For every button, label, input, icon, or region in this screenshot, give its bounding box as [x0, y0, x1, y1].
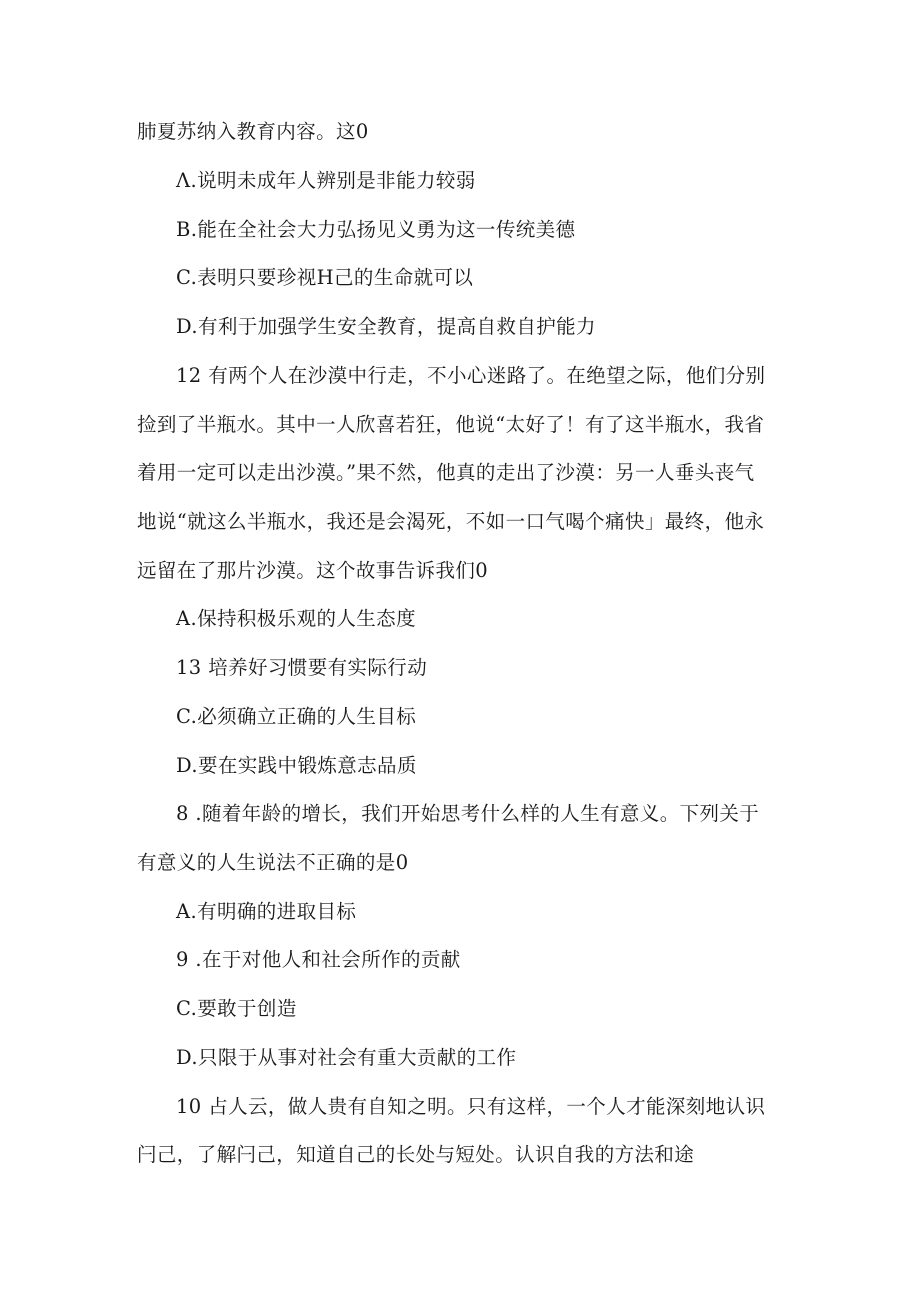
- text-line-q8-option-d: D.只限于从事对社会有重大贡献的工作: [176, 1046, 517, 1069]
- text-line-q12-stem-5: 远留在了那片沙漠。这个故事告诉我们0: [137, 559, 489, 582]
- text-line-q8-stem-2: 有意义的人生说法不正确的是0: [137, 851, 409, 874]
- text-line-q12-option-a: A.保持积极乐观的人生态度: [176, 607, 416, 630]
- text-line-q12-option-c: C.必须确立正确的人生目标: [176, 705, 417, 728]
- text-line-q11-option-a: Λ.说明未成年人辨别是非能力较弱: [176, 169, 476, 192]
- text-line-q12-stem-3: 着用一定可以走出沙漠。”果不然，他真的走出了沙漠：另一人垂头丧气: [137, 461, 755, 484]
- text-line-q10-stem-1: 10 占人云，做人贵有自知之明。只有这样，一个人才能深刻地认识: [176, 1095, 766, 1118]
- text-line-q10-stem-2: 闩己，了解闩己，知道自己的长处与短处。认识自我的方法和途: [137, 1143, 695, 1166]
- text-line-q12-option-d: D.要在实践中锻炼意志品质: [176, 754, 417, 777]
- text-line-q12-stem-2: 捡到了半瓶水。其中一人欣喜若狂，他说“太好了！有了这半瓶水，我省: [137, 413, 765, 436]
- text-line-q12-stem-4: 地说“就这么半瓶水，我还是会渴死，不如一口气喝个痛快」最终，他永: [137, 510, 765, 533]
- text-line-q11-option-c: C.表明只要珍视H己的生命就可以: [176, 266, 474, 289]
- text-line-q8-option-c: C.要敢于创造: [176, 997, 297, 1020]
- text-line-q12-option-b: 13 培养好习惯要有实际行动: [176, 656, 428, 679]
- text-line-q8-option-a: A.有明确的进取目标: [176, 900, 357, 923]
- text-line-q11-option-d: D.有利于加强学生安全教育，提高自救自护能力: [176, 315, 596, 338]
- text-line-q11-option-b: B.能在全社会大力弘扬见义勇为这一传统美德: [176, 218, 576, 241]
- text-line-q12-stem-1: 12 有两个人在沙漠中行走，不小心迷路了。在绝望之际，他们分别: [176, 364, 766, 387]
- text-line-q8-stem-1: 8 .随着年龄的增长，我们开始思考什么样的人生有意义。下列关于: [176, 802, 760, 825]
- text-line-q11-stem-end: 肺夏苏纳入教育内容。这0: [137, 120, 369, 143]
- text-line-q8-option-b: 9 .在于对他人和社会所作的贡献: [176, 948, 461, 971]
